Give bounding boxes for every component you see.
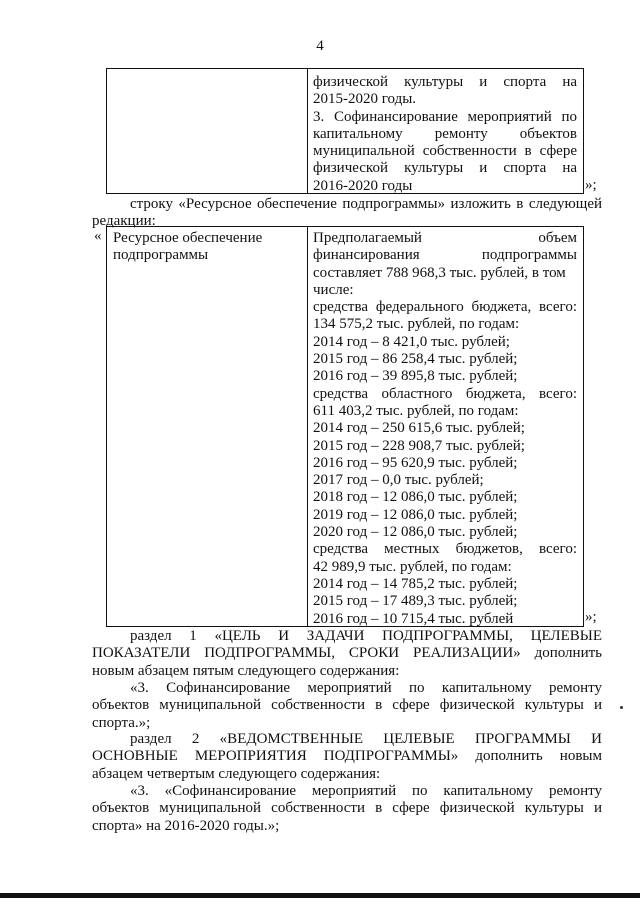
value-line: 2015 год – 17 489,3 тыс. рублей;: [313, 593, 518, 610]
value-line: средства областного бюджета, всего:: [313, 385, 577, 402]
value-line: 2016 год – 10 715,4 тыс. рублей: [313, 610, 514, 627]
value-line: средства местных бюджетов, всего:: [313, 541, 577, 558]
table-line: физической культуры и спорта на: [313, 74, 577, 90]
intro-line: редакции:: [92, 213, 156, 229]
row-label-line: Ресурсное обеспечение: [113, 230, 263, 246]
value-line: Предполагаемый объем: [313, 230, 577, 246]
value-line: 611 403,2 тыс. рублей, по годам:: [313, 402, 519, 419]
resource-table: [106, 226, 584, 627]
scan-speck: [620, 706, 623, 709]
value-line: числе:: [313, 281, 354, 298]
value-line: 2014 год – 250 615,6 тыс. рублей;: [313, 420, 525, 437]
table-column-divider: [307, 69, 308, 193]
table-continuation: [106, 68, 584, 194]
quote2-paragraph: [92, 783, 602, 835]
table-line: 3. Софинансирование мероприятий по: [313, 108, 577, 125]
section1-paragraph: [92, 628, 602, 680]
scan-edge: [0, 893, 640, 898]
value-line: 134 575,2 тыс. рублей, по годам:: [313, 316, 520, 333]
value-line: 2015 год – 86 258,4 тыс. рублей;: [313, 351, 518, 368]
table-column-divider: [307, 227, 308, 626]
value-line: составляет 788 968,3 тыс. рублей, в том: [313, 264, 566, 281]
value-line: 2015 год – 228 908,7 тыс. рублей;: [313, 437, 525, 454]
intro-line: строку «Ресурсное обеспечение подпрограммы» изложить в следующей: [130, 196, 602, 212]
value-line: 2019 год – 12 086,0 тыс. рублей;: [313, 506, 518, 523]
quote1-line: объектов муниципальной собственности в сфере физической культуры и: [92, 697, 602, 714]
table-line: 2015-2020 годы.: [313, 91, 417, 108]
section1-line: раздел 1 «ЦЕЛЬ И ЗАДАЧИ ПОДПРОГРАММЫ, ЦЕЛЕВЫЕ: [130, 628, 602, 644]
value-line: средства федерального бюджета, всего:: [313, 299, 577, 316]
value-line: 2016 год – 39 895,8 тыс. рублей;: [313, 368, 518, 385]
section2-line: ОСНОВНЫЕ МЕРОПРИЯТИЯ ПОДПРОГРАММЫ» дополнить новым: [92, 748, 602, 765]
value-line: 2018 год – 12 086,0 тыс. рублей;: [313, 489, 518, 506]
table-row-label: [113, 230, 301, 265]
page-number: 4: [316, 38, 324, 54]
table-line: муниципальной собственности в сфере: [313, 143, 577, 160]
value-line: 2014 год – 8 421,0 тыс. рублей;: [313, 333, 510, 350]
closing-quote: »;: [585, 177, 597, 193]
value-line: 2014 год – 14 785,2 тыс. рублей;: [313, 575, 518, 592]
opening-quote: «: [94, 228, 102, 244]
section1-line: новым абзацем пятым следующего содержания:: [92, 662, 400, 679]
table-cell-text: [313, 74, 577, 195]
quote2-line: спорта» на 2016-2020 годы.»;: [92, 817, 280, 834]
section2-line: раздел 2 «ВЕДОМСТВЕННЫЕ ЦЕЛЕВЫЕ ПРОГРАММЫ И: [130, 731, 602, 747]
row-label-line: подпрограммы: [113, 247, 209, 264]
value-line: 2017 год – 0,0 тыс. рублей;: [313, 472, 484, 489]
section2-paragraph: [92, 731, 602, 783]
quote2-line: объектов муниципальной собственности в сфере физической культуры и: [92, 800, 602, 817]
table-row-value: [313, 230, 577, 628]
value-line: финансирования подпрограммы: [313, 247, 577, 264]
table-line: капитальному ремонту объектов: [313, 125, 577, 142]
value-line: 42 989,9 тыс. рублей, по годам:: [313, 558, 512, 575]
quote1-line: спорта.»;: [92, 714, 151, 731]
quote2-line: «3. «Софинансирование мероприятий по капитальному ремонту: [130, 783, 602, 799]
table-line: физической культуры и спорта на: [313, 160, 577, 177]
quote1-paragraph: [92, 680, 602, 732]
section1-line: ПОКАЗАТЕЛИ ПОДПРОГРАММЫ, СРОКИ РЕАЛИЗАЦИИ» дополнить: [92, 645, 602, 662]
value-line: 2020 год – 12 086,0 тыс. рублей;: [313, 524, 518, 541]
value-line: 2016 год – 95 620,9 тыс. рублей;: [313, 454, 518, 471]
intro-paragraph: [92, 196, 602, 213]
closing-quote: »;: [585, 609, 597, 625]
quote1-line: «3. Софинансирование мероприятий по капитальному ремонту: [130, 680, 602, 696]
table-line: 2016-2020 годы: [313, 177, 413, 194]
section2-line: абзацем четвертым следующего содержания:: [92, 765, 381, 782]
